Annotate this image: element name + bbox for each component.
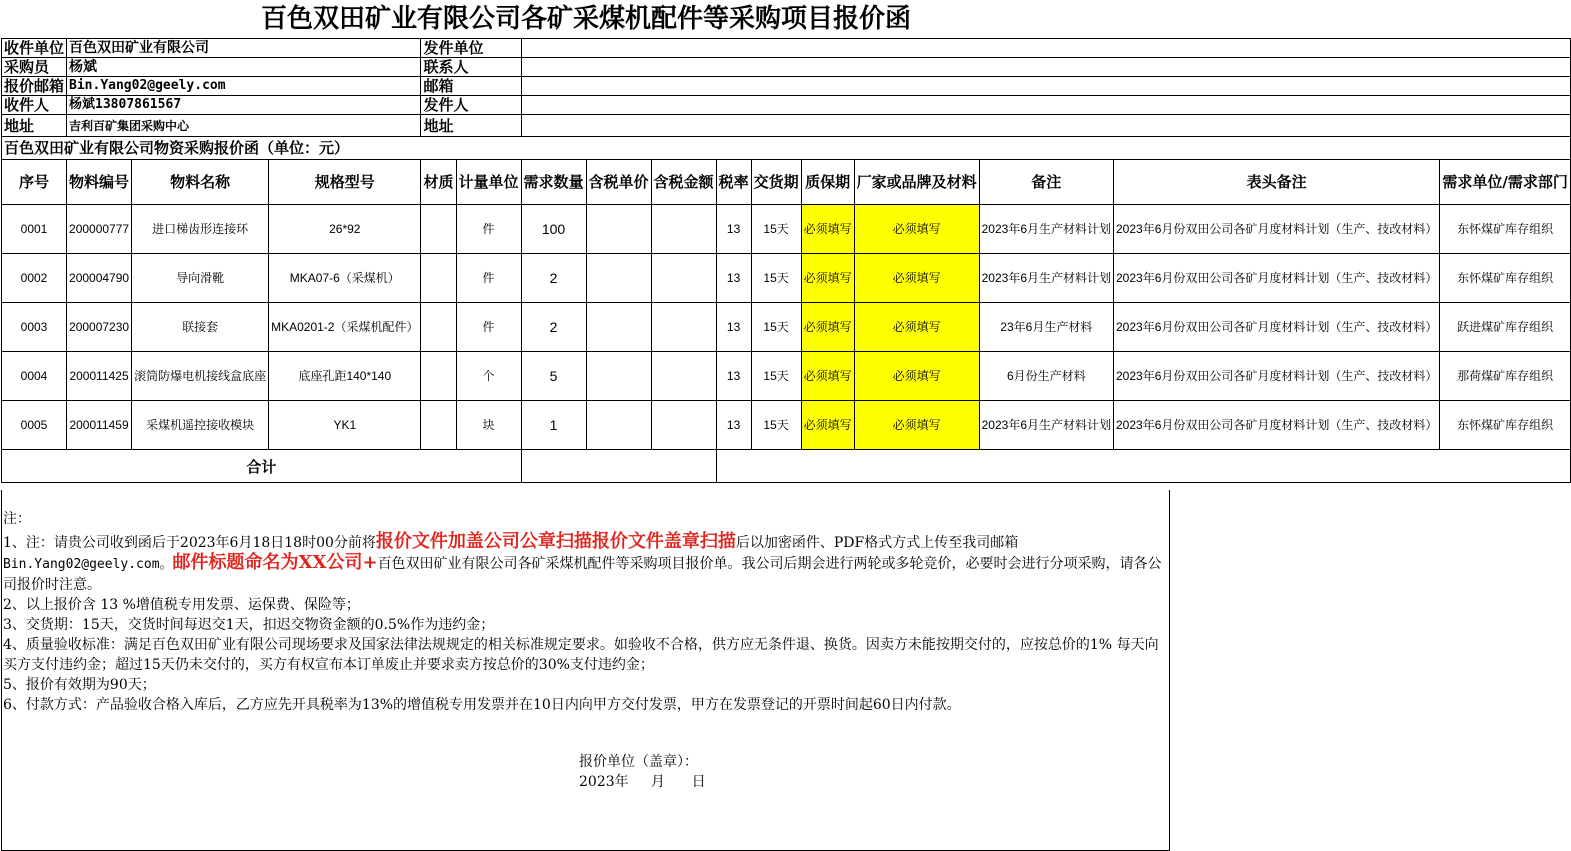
- cell-brand[interactable]: 必须填写: [854, 352, 979, 401]
- address2-label: 地址: [421, 115, 521, 137]
- cell-dept: 东怀煤矿库存组织: [1440, 401, 1570, 450]
- table-row: [2, 303, 1571, 352]
- contact-value[interactable]: [521, 58, 1570, 77]
- cell-spec: MKA07-6（采煤机）: [269, 254, 421, 303]
- col-header: 厂家或品牌及材料: [854, 160, 979, 205]
- sender-unit-value[interactable]: [521, 39, 1570, 58]
- cell-delivery: 15天: [751, 352, 801, 401]
- note-1-emphasis-a: 报价文件加盖公司公章扫描报价文件盖章扫描: [375, 531, 736, 552]
- cell-name: 滚筒防爆电机接线盒底座: [132, 352, 269, 401]
- address-value: 吉利百矿集团采购中心: [67, 115, 421, 137]
- cell-unit: 个: [456, 352, 521, 401]
- cell-code: 200000777: [67, 205, 132, 254]
- email-value: Bin.Yang02@geely.com: [67, 77, 421, 96]
- cell-code: 200004790: [67, 254, 132, 303]
- note-1-text-c: 百色双田矿业有限公司各矿采煤机配件等采购项目报价单。我公司后期会进行两轮或多轮竞价，必要时会进行分项采购，请各公司报价时注意。: [3, 556, 1162, 593]
- cell-dept: 那荷煤矿库存组织: [1440, 352, 1570, 401]
- cell-tax: 13: [716, 303, 751, 352]
- address-label: 地址: [2, 115, 67, 137]
- table-row: [2, 205, 1571, 254]
- cell-tax: 13: [716, 401, 751, 450]
- cell-unit: 件: [456, 205, 521, 254]
- note-1-email: Bin.Yang02@geely.com。: [3, 557, 173, 572]
- table-subtitle: 百色双田矿业有限公司物资采购报价函（单位：元）: [2, 137, 1571, 160]
- col-header: 质保期: [801, 160, 854, 205]
- cell-material[interactable]: [421, 205, 456, 254]
- signature-block: [579, 752, 706, 792]
- cell-head-note: 2023年6月份双田公司各矿月度材料计划（生产、技改材料）: [1114, 401, 1440, 450]
- address2-value[interactable]: [521, 115, 1570, 137]
- cell-code: 200011425: [67, 352, 132, 401]
- cell-dept: 东怀煤矿库存组织: [1440, 205, 1570, 254]
- table-row: [2, 352, 1571, 401]
- note-1-text-a: 1、注：请贵公司收到函后于2023年6月18日18时00分前将: [3, 535, 376, 551]
- cell-seq: 0005: [2, 401, 67, 450]
- cell-name: 进口梯齿形连接环: [132, 205, 269, 254]
- cell-note: 2023年6月生产材料计划: [979, 401, 1113, 450]
- note-3: 3、交货期：15天，交货时间每迟交1天，扣迟交物资金额的0.5%作为违约金；: [3, 617, 495, 633]
- cell-qty: 2: [521, 303, 586, 352]
- cell-brand[interactable]: 必须填写: [854, 254, 979, 303]
- cell-delivery: 15天: [751, 205, 801, 254]
- receiver-unit-label: 收件单位: [2, 39, 67, 58]
- cell-price[interactable]: [586, 254, 651, 303]
- cell-price[interactable]: [586, 205, 651, 254]
- cell-qty: 100: [521, 205, 586, 254]
- notes-section: [3, 509, 1168, 715]
- table-row: [2, 254, 1571, 303]
- cell-warranty[interactable]: 必须填写: [801, 254, 854, 303]
- sign-date: 2023年 月 日: [579, 774, 706, 790]
- cell-warranty[interactable]: 必须填写: [801, 303, 854, 352]
- cell-name: 导向滑靴: [132, 254, 269, 303]
- cell-brand[interactable]: 必须填写: [854, 303, 979, 352]
- cell-head-note: 2023年6月份双田公司各矿月度材料计划（生产、技改材料）: [1114, 352, 1440, 401]
- col-header: 含税单价: [586, 160, 651, 205]
- cell-unit: 件: [456, 303, 521, 352]
- sender-unit-label: 发件单位: [421, 39, 521, 58]
- cell-seq: 0004: [2, 352, 67, 401]
- cell-code: 200007230: [67, 303, 132, 352]
- total-value[interactable]: [521, 450, 716, 483]
- sender-label: 发件人: [421, 96, 521, 115]
- col-header: 含税金额: [651, 160, 716, 205]
- cell-tax: 13: [716, 205, 751, 254]
- cell-delivery: 15天: [751, 254, 801, 303]
- col-header: 规格型号: [269, 160, 421, 205]
- col-header: 物料名称: [132, 160, 269, 205]
- cell-material[interactable]: [421, 303, 456, 352]
- mail-value[interactable]: [521, 77, 1570, 96]
- cell-qty: 1: [521, 401, 586, 450]
- col-header: 交货期: [751, 160, 801, 205]
- cell-note: 6月份生产材料: [979, 352, 1113, 401]
- cell-material[interactable]: [421, 254, 456, 303]
- col-header: 税率: [716, 160, 751, 205]
- cell-qty: 5: [521, 352, 586, 401]
- cell-head-note: 2023年6月份双田公司各矿月度材料计划（生产、技改材料）: [1114, 254, 1440, 303]
- col-header: 表头备注: [1114, 160, 1440, 205]
- cell-delivery: 15天: [751, 303, 801, 352]
- cell-material[interactable]: [421, 352, 456, 401]
- cell-qty: 2: [521, 254, 586, 303]
- cell-material[interactable]: [421, 401, 456, 450]
- frame-right-border: [1169, 490, 1170, 850]
- col-header: 需求数量: [521, 160, 586, 205]
- email-label: 报价邮箱: [2, 77, 67, 96]
- cell-seq: 0002: [2, 254, 67, 303]
- contact-label: 联系人: [421, 58, 521, 77]
- cell-price[interactable]: [586, 352, 651, 401]
- note-5: 5、报价有效期为90天；: [3, 677, 156, 693]
- cell-note: 2023年6月生产材料计划: [979, 254, 1113, 303]
- cell-name: 联接套: [132, 303, 269, 352]
- receiver-unit-value: 百色双田矿业有限公司: [67, 39, 421, 58]
- cell-amount[interactable]: [651, 352, 716, 401]
- sender-value[interactable]: [521, 96, 1570, 115]
- document-title: 百色双田矿业有限公司各矿采煤机配件等采购项目报价函: [260, 4, 911, 34]
- cell-spec: 26*92: [269, 205, 421, 254]
- cell-dept: 跃进煤矿库存组织: [1440, 303, 1570, 352]
- cell-tax: 13: [716, 254, 751, 303]
- col-header: 材质: [421, 160, 456, 205]
- note-1: [3, 532, 1168, 595]
- cell-amount[interactable]: [651, 254, 716, 303]
- col-header: 物料编号: [67, 160, 132, 205]
- cell-amount[interactable]: [651, 401, 716, 450]
- cell-name: 采煤机遥控接收模块: [132, 401, 269, 450]
- cell-unit: 块: [456, 401, 521, 450]
- total-label: 合计: [2, 450, 522, 483]
- mail-label: 邮箱: [421, 77, 521, 96]
- cell-tax: 13: [716, 352, 751, 401]
- cell-dept: 东怀煤矿库存组织: [1440, 254, 1570, 303]
- cell-warranty[interactable]: 必须填写: [801, 205, 854, 254]
- cell-unit: 件: [456, 254, 521, 303]
- note-1-text-b: 后以加密函件、PDF格式方式上传至我司邮箱: [735, 535, 1019, 551]
- recipient-value: 杨斌13807861567: [67, 96, 421, 115]
- col-header: 需求单位/需求部门: [1440, 160, 1570, 205]
- frame-left-border: [1, 490, 2, 850]
- cell-spec: MKA0201-2（采煤机配件）: [269, 303, 421, 352]
- note-1-emphasis-b: 邮件标题命名为XX公司+: [172, 552, 378, 573]
- col-header: 计量单位: [456, 160, 521, 205]
- total-blank: [716, 450, 1570, 483]
- notes-heading: 注：: [3, 511, 31, 527]
- recipient-label: 收件人: [2, 96, 67, 115]
- cell-brand[interactable]: 必须填写: [854, 205, 979, 254]
- cell-seq: 0003: [2, 303, 67, 352]
- buyer-label: 采购员: [2, 58, 67, 77]
- cell-amount[interactable]: [651, 205, 716, 254]
- cell-seq: 0001: [2, 205, 67, 254]
- cell-note: 23年6月生产材料: [979, 303, 1113, 352]
- table-row: [2, 401, 1571, 450]
- col-header: 备注: [979, 160, 1113, 205]
- cell-code: 200011459: [67, 401, 132, 450]
- cell-head-note: 2023年6月份双田公司各矿月度材料计划（生产、技改材料）: [1114, 303, 1440, 352]
- cell-note: 2023年6月生产材料计划: [979, 205, 1113, 254]
- cell-spec: 底座孔距140*140: [269, 352, 421, 401]
- note-2: 2、以上报价含 13 %增值税专用发票、运保费、保险等；: [3, 597, 360, 613]
- cell-warranty[interactable]: 必须填写: [801, 352, 854, 401]
- buyer-value: 杨斌: [67, 58, 421, 77]
- col-header: 序号: [2, 160, 67, 205]
- cell-price[interactable]: [586, 303, 651, 352]
- cell-amount[interactable]: [651, 303, 716, 352]
- note-6: 6、付款方式：产品验收合格入库后，乙方应先开具税率为13%的增值税专用发票并在10日内向甲方交付发票，甲方在发票登记的开票时间起60日内付款。: [3, 697, 961, 713]
- cell-delivery: 15天: [751, 401, 801, 450]
- cell-head-note: 2023年6月份双田公司各矿月度材料计划（生产、技改材料）: [1114, 205, 1440, 254]
- note-4: 4、质量验收标准：满足百色双田矿业有限公司现场要求及国家法律法规规定的相关标准规定要求。如验收不合格，供方应无条件退、换货。因卖方未能按期交付的，应按总价的1% 每天向买方支付违约金；超过15天仍未交付的，买方有权宣布本订单废止并要求卖方按总价的30%支付违约金；: [3, 637, 1159, 673]
- cell-spec: YK1: [269, 401, 421, 450]
- cell-warranty[interactable]: 必须填写: [801, 401, 854, 450]
- quotation-table: [1, 38, 1571, 483]
- cell-brand[interactable]: 必须填写: [854, 401, 979, 450]
- sign-unit-label: 报价单位（盖章）：: [579, 754, 698, 770]
- cell-price[interactable]: [586, 401, 651, 450]
